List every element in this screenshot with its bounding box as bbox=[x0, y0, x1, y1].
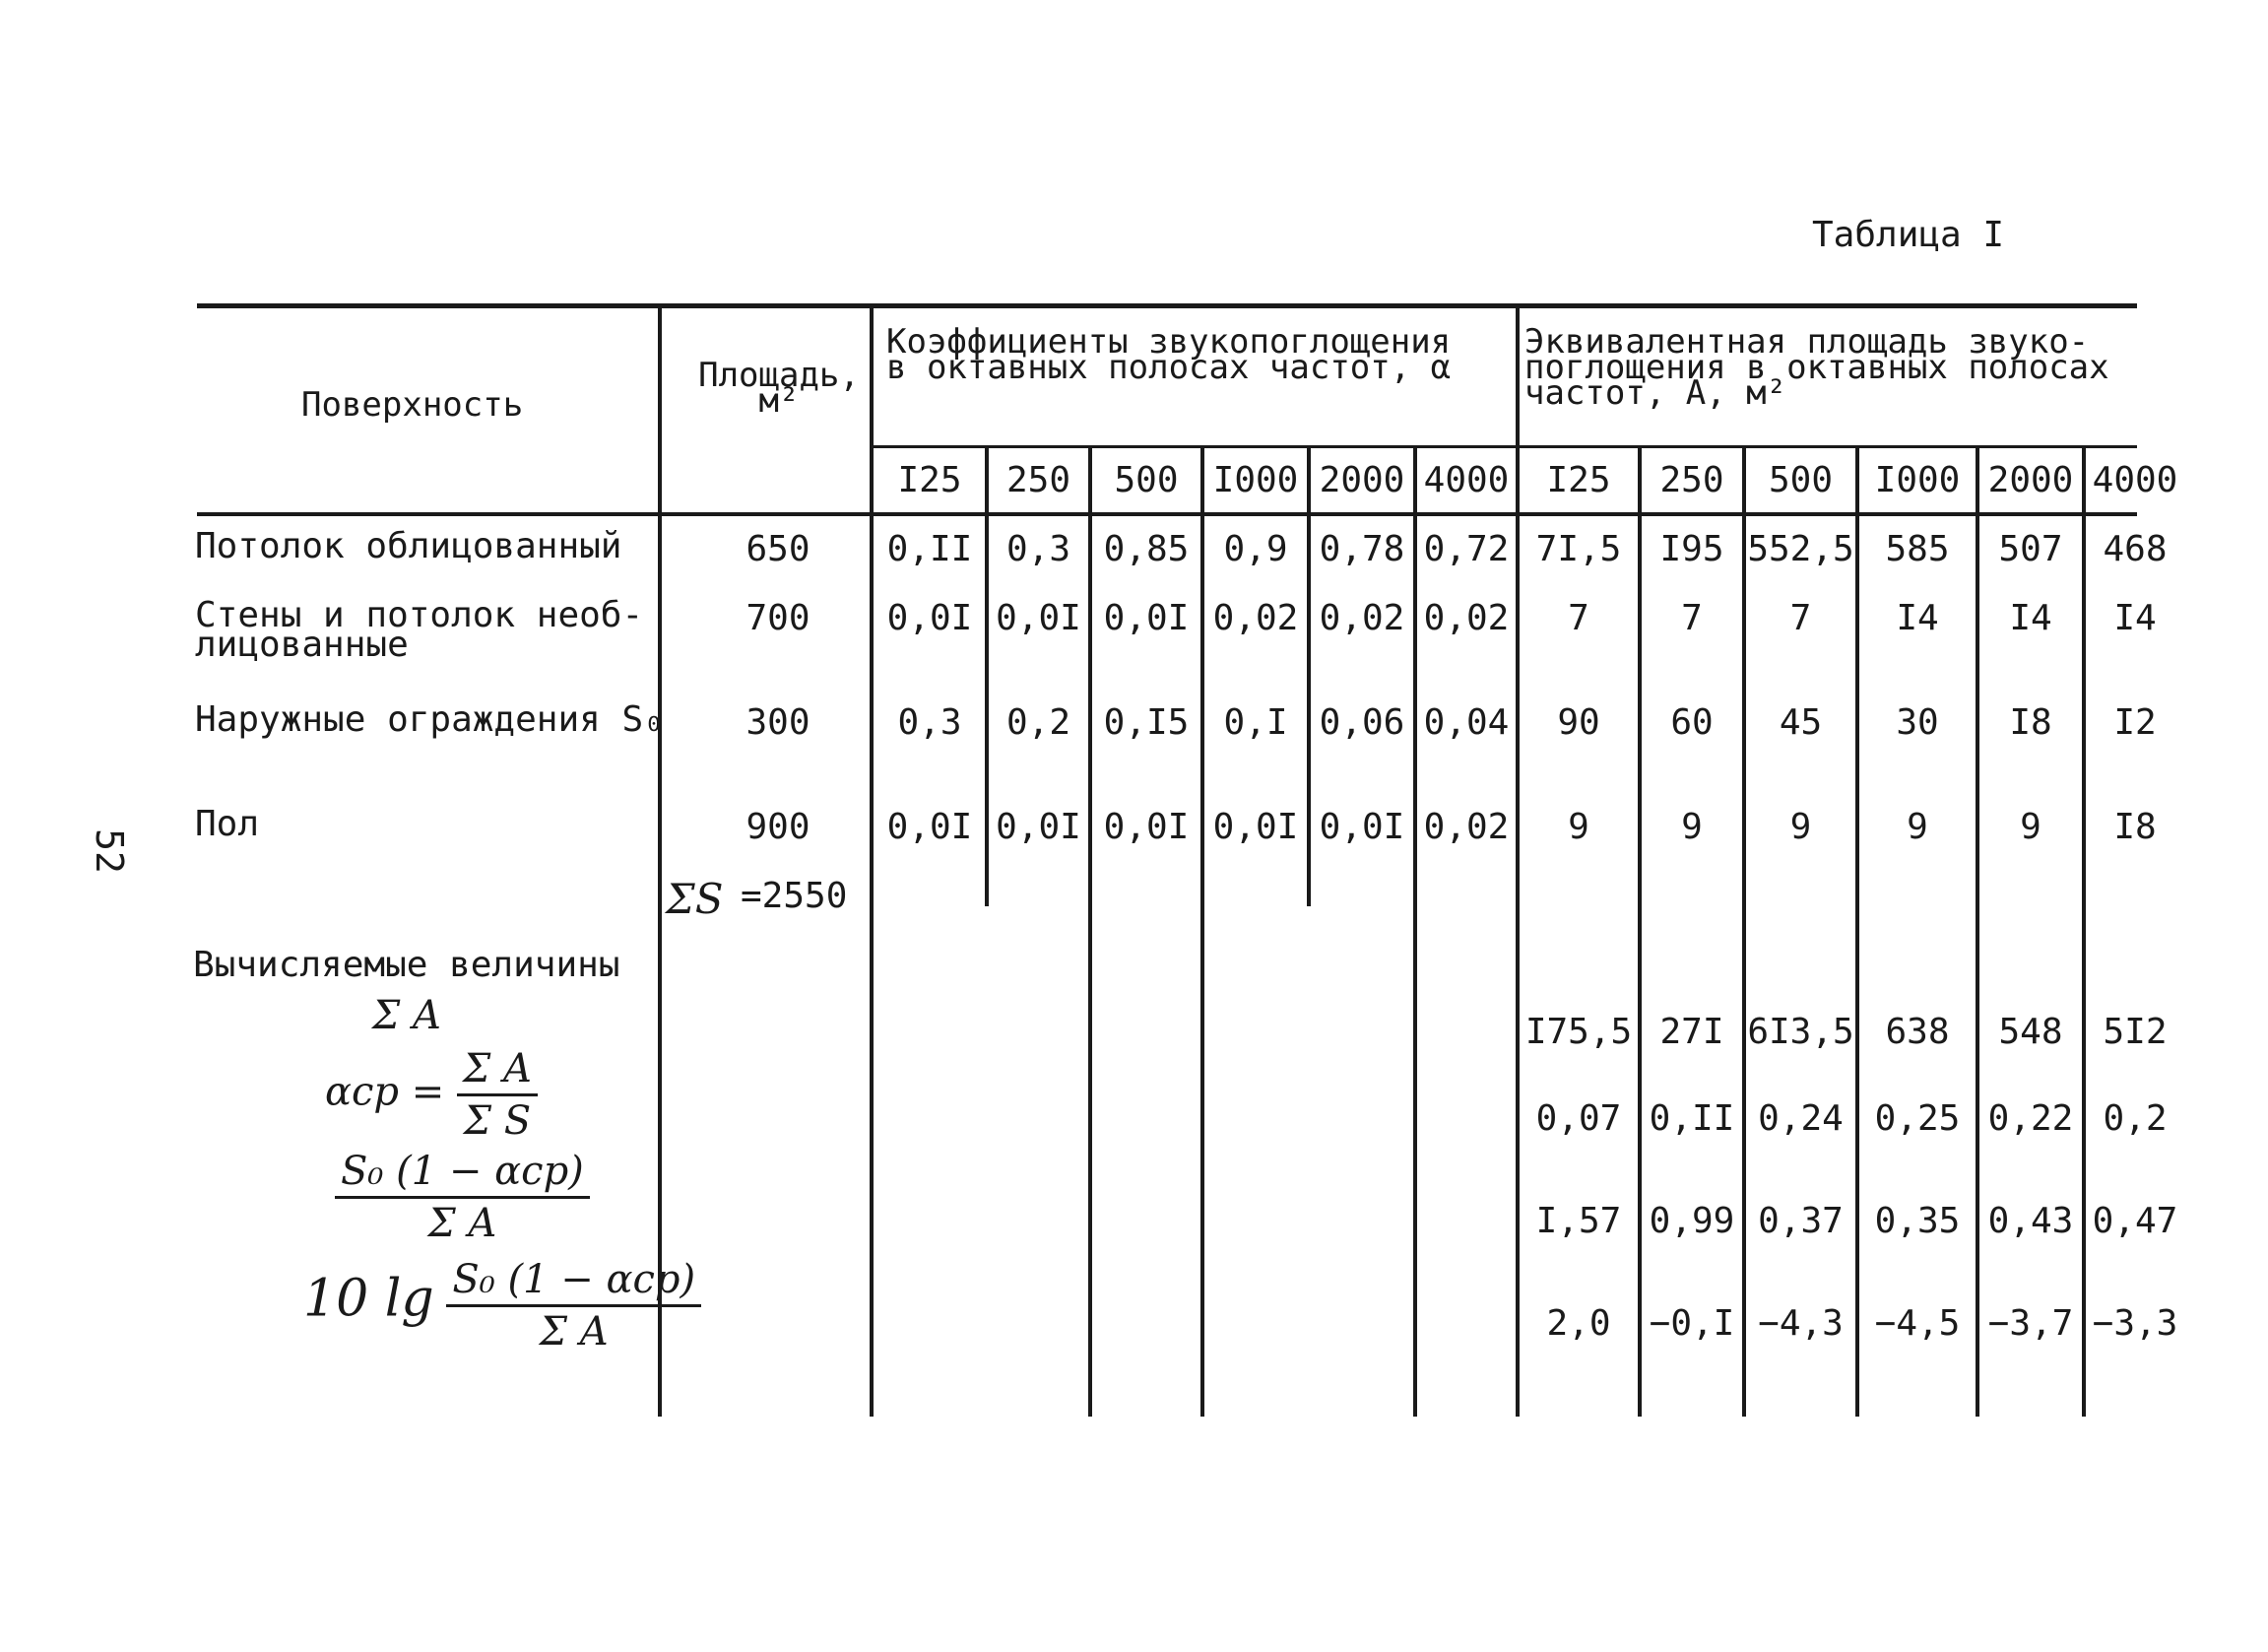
freq-header-cell: 2000 bbox=[1319, 460, 1405, 500]
equiv-cell: 585 bbox=[1885, 529, 1950, 569]
formula-alpha-den: Σ S bbox=[463, 1098, 532, 1144]
coef-cell: 0,9 bbox=[1223, 529, 1288, 569]
formula-alpha-num: Σ A bbox=[457, 1046, 538, 1096]
equiv-cell: 9 bbox=[1789, 807, 1812, 847]
coef-cell: 0,0I bbox=[886, 807, 973, 847]
coef-cell: 0,3 bbox=[1005, 529, 1071, 569]
page-number: 52 bbox=[87, 828, 131, 874]
equiv-cell: I95 bbox=[1659, 529, 1724, 569]
col-divider-area bbox=[870, 305, 874, 1417]
equiv-cell: 507 bbox=[1998, 529, 2063, 569]
formula-sum-a: Σ A bbox=[372, 993, 441, 1038]
coef-cell: 0,0I bbox=[1103, 598, 1190, 638]
header-surface: Поверхность bbox=[301, 385, 524, 425]
row-surface: Потолок облицованный bbox=[195, 526, 622, 566]
header-bottom-rule bbox=[197, 512, 2137, 516]
coef-cell: 0,0I bbox=[996, 598, 1081, 638]
col-divider-c1000 bbox=[1200, 445, 1204, 1417]
coef-cell: 0,0I bbox=[886, 598, 973, 638]
freq-header-cell: I25 bbox=[1546, 460, 1611, 500]
header-sub-rule bbox=[872, 445, 2137, 448]
col-divider-surface bbox=[658, 308, 662, 1417]
computed-label: Вычисляемые величины bbox=[193, 945, 620, 985]
formula-ratio bbox=[335, 1149, 590, 1246]
freq-header-cell: I000 bbox=[1212, 460, 1299, 500]
computed-cell: −4,3 bbox=[1758, 1303, 1844, 1344]
equiv-cell: 45 bbox=[1779, 702, 1823, 743]
formula-ratio-den: Σ A bbox=[427, 1201, 497, 1246]
equiv-cell: 9 bbox=[1568, 807, 1589, 847]
coef-cell: 0,02 bbox=[1423, 807, 1510, 847]
computed-cell: I,57 bbox=[1535, 1201, 1622, 1241]
equiv-cell: I4 bbox=[2113, 598, 2157, 638]
computed-cell: I75,5 bbox=[1524, 1012, 1633, 1052]
computed-cell: 548 bbox=[1998, 1012, 2063, 1052]
coef-cell: 0,I5 bbox=[1103, 702, 1190, 743]
computed-cell: 0,37 bbox=[1758, 1201, 1844, 1241]
coef-cell: 0,3 bbox=[897, 702, 962, 743]
row-area: 650 bbox=[745, 529, 810, 569]
coef-cell: 0,0I bbox=[1103, 807, 1190, 847]
equiv-cell: 9 bbox=[1681, 807, 1703, 847]
computed-cell: −3,3 bbox=[2092, 1303, 2178, 1344]
col-divider-c4000 bbox=[1413, 445, 1417, 1417]
coef-cell: 0,72 bbox=[1423, 529, 1510, 569]
equiv-cell: 9 bbox=[1907, 807, 1928, 847]
equiv-cell: 468 bbox=[2103, 529, 2168, 569]
coef-cell: 0,0I bbox=[1319, 807, 1405, 847]
computed-cell: 0,07 bbox=[1535, 1098, 1622, 1139]
equiv-cell: I8 bbox=[2009, 702, 2052, 743]
row-area: 300 bbox=[745, 702, 810, 743]
formula-ratio-num: S₀ (1 − αср) bbox=[335, 1149, 590, 1199]
coef-cell: 0,I bbox=[1223, 702, 1288, 743]
col-divider-e4000 bbox=[2082, 445, 2086, 1417]
coef-cell: 0,02 bbox=[1423, 598, 1510, 638]
coef-cell: 0,2 bbox=[1005, 702, 1071, 743]
freq-header-cell: 2000 bbox=[1987, 460, 2074, 500]
formula-lg-fraction bbox=[446, 1257, 701, 1355]
computed-cell: 0,II bbox=[1649, 1098, 1735, 1139]
computed-cell: 638 bbox=[1885, 1012, 1950, 1052]
equiv-cell: 7 bbox=[1568, 598, 1589, 638]
formula-alpha-fraction bbox=[457, 1046, 538, 1144]
computed-cell: 0,25 bbox=[1874, 1098, 1961, 1139]
computed-cell: 5I2 bbox=[2103, 1012, 2168, 1052]
coef-cell: 0,02 bbox=[1319, 598, 1405, 638]
computed-cell: 2,0 bbox=[1546, 1303, 1611, 1344]
computed-cell: 27I bbox=[1659, 1012, 1724, 1052]
equiv-cell: 7I,5 bbox=[1535, 529, 1622, 569]
freq-header-cell: 4000 bbox=[1423, 460, 1510, 500]
formula-alpha bbox=[325, 1046, 538, 1144]
formula-lg-prefix: 10 lg bbox=[303, 1269, 434, 1329]
computed-cell: −3,7 bbox=[1987, 1303, 2074, 1344]
coef-cell: 0,06 bbox=[1319, 702, 1405, 743]
col-divider-e250 bbox=[1638, 445, 1642, 1417]
header-coef: Коэффициенты звукопоглощения в октавных полосах частот, α bbox=[886, 322, 1452, 387]
col-divider-e1000 bbox=[1855, 445, 1859, 1417]
equiv-cell: 90 bbox=[1557, 702, 1600, 743]
coef-cell: 0,04 bbox=[1423, 702, 1510, 743]
col-divider-c500 bbox=[1088, 445, 1092, 1417]
equiv-cell: I8 bbox=[2113, 807, 2157, 847]
formula-ratio-fraction bbox=[335, 1149, 590, 1246]
equiv-cell: 30 bbox=[1896, 702, 1939, 743]
coef-cell: 0,0I bbox=[996, 807, 1081, 847]
coef-cell: 0,78 bbox=[1319, 529, 1405, 569]
computed-cell: −4,5 bbox=[1874, 1303, 1961, 1344]
header-equiv: Эквивалентная площадь звуко- поглощения в октавных полосах частот, А, м² bbox=[1524, 322, 2109, 413]
equiv-cell: 552,5 bbox=[1747, 529, 1854, 569]
computed-cell: 0,35 bbox=[1874, 1201, 1961, 1241]
freq-header-cell: 250 bbox=[1659, 460, 1724, 500]
computed-cell: 0,24 bbox=[1758, 1098, 1844, 1139]
equiv-cell: I4 bbox=[2009, 598, 2052, 638]
freq-header-cell: I000 bbox=[1874, 460, 1961, 500]
computed-cell: 0,22 bbox=[1987, 1098, 2074, 1139]
freq-header-cell: I25 bbox=[897, 460, 962, 500]
computed-cell: −0,I bbox=[1649, 1303, 1735, 1344]
row-surface: Стены и потолок необ- лицованные bbox=[195, 595, 644, 665]
row-area: 700 bbox=[745, 598, 810, 638]
formula-lg-den: Σ A bbox=[539, 1309, 609, 1355]
freq-header-cell: 4000 bbox=[2092, 460, 2178, 500]
computed-cell: 6I3,5 bbox=[1747, 1012, 1854, 1052]
computed-cell: 0,2 bbox=[2103, 1098, 2168, 1139]
col-divider-e500 bbox=[1742, 445, 1746, 1417]
coef-cell: 0,02 bbox=[1212, 598, 1299, 638]
freq-header-cell: 250 bbox=[1005, 460, 1071, 500]
computed-cell: 0,47 bbox=[2092, 1201, 2178, 1241]
computed-cell: 0,99 bbox=[1649, 1201, 1735, 1241]
table-top-rule bbox=[197, 303, 2137, 308]
equiv-cell: I2 bbox=[2113, 702, 2157, 743]
coef-cell: 0,II bbox=[886, 529, 973, 569]
sum-s-symbol: ΣS bbox=[666, 875, 724, 923]
formula-alpha-left: αср = bbox=[325, 1069, 445, 1115]
coef-cell: 0,0I bbox=[1212, 807, 1299, 847]
table-caption: Таблица I bbox=[1812, 215, 2005, 255]
equiv-cell: 7 bbox=[1789, 598, 1812, 638]
col-divider-e2000 bbox=[1976, 445, 1979, 1417]
sum-s-value: =2550 bbox=[741, 876, 848, 916]
formula-lg bbox=[303, 1257, 701, 1355]
equiv-cell: I4 bbox=[1896, 598, 1939, 638]
equiv-cell: 9 bbox=[2020, 807, 2041, 847]
computed-cell: 0,43 bbox=[1987, 1201, 2074, 1241]
row-area: 900 bbox=[745, 807, 810, 847]
freq-header-cell: 500 bbox=[1768, 460, 1834, 500]
row-surface: Пол bbox=[195, 804, 260, 844]
row-surface: Наружные ограждения S₀ bbox=[195, 699, 665, 740]
equiv-cell: 60 bbox=[1670, 702, 1714, 743]
formula-lg-num: S₀ (1 − αср) bbox=[446, 1257, 701, 1307]
coef-cell: 0,85 bbox=[1103, 529, 1190, 569]
equiv-cell: 7 bbox=[1681, 598, 1703, 638]
freq-header-cell: 500 bbox=[1114, 460, 1179, 500]
header-area: Площадь, м² bbox=[698, 356, 860, 421]
